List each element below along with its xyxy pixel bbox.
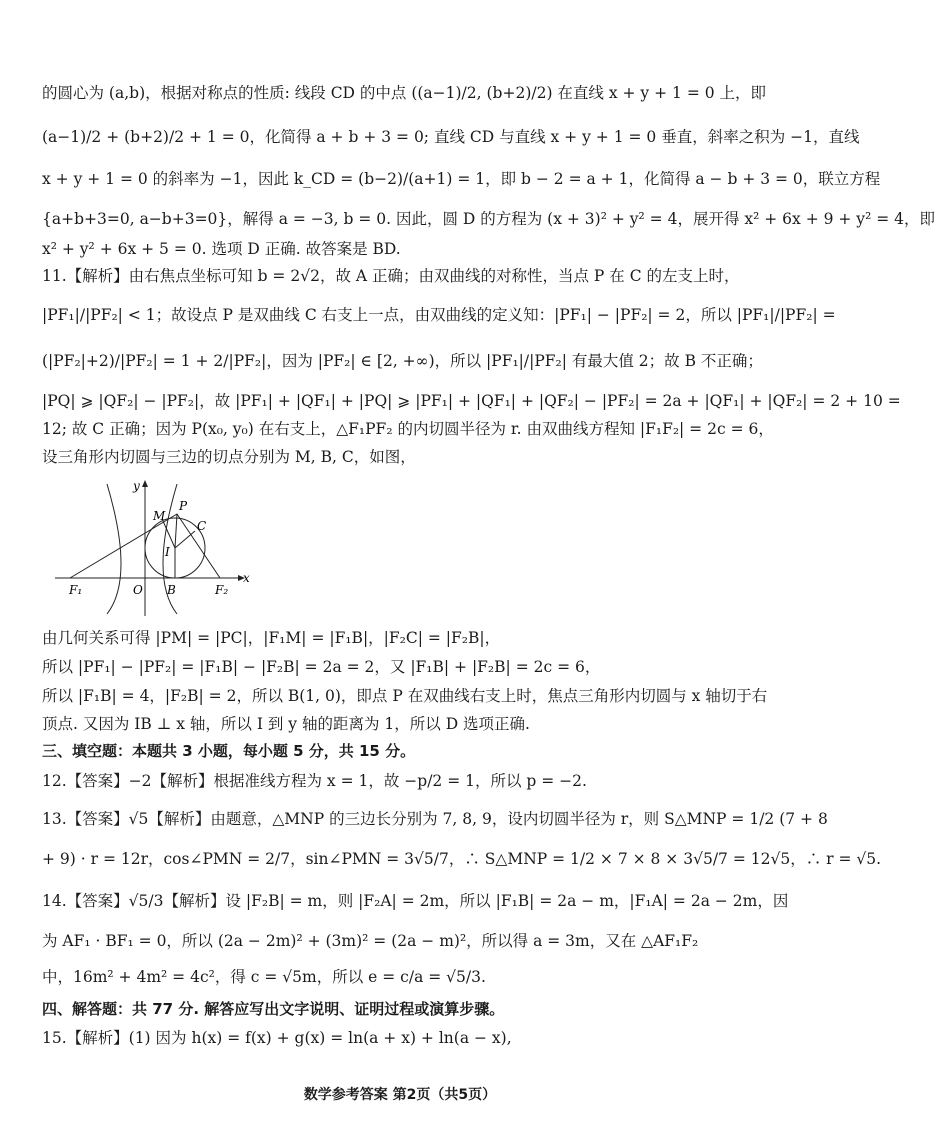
label-F1: F₁	[69, 583, 83, 597]
text-line: 15.【解析】(1) 因为 h(x) = f(x) + g(x) = ln(a + x) + ln(a − x),	[42, 1029, 512, 1047]
text-line: 12.【答案】−2【解析】根据准线方程为 x = 1，故 −p/2 = 1，所以 p = −2.	[42, 772, 587, 790]
text-line: 顶点. 又因为 IB ⊥ x 轴，所以 I 到 y 轴的距离为 1，所以 D 选项正确.	[42, 715, 530, 733]
text-line: 所以 |PF₁| − |PF₂| = |F₁B| − |F₂B| = 2a = 2，又 |F₁B| + |F₂B| = 2c = 6，	[42, 658, 601, 676]
text-line: x² + y² + 6x + 5 = 0. 选项 D 正确. 故答案是 BD.	[42, 240, 401, 258]
text-line: 由几何关系可得 |PM| = |PC|，|F₁M| = |F₁B|，|F₂C| = |F₂B|，	[42, 629, 501, 647]
text-line: 中，16m² + 4m² = 4c²，得 c = √5m，所以 e = c/a = √5/3.	[42, 968, 486, 986]
text-line: 12; 故 C 正确；因为 P(x₀, y₀) 在右支上，△F₁PF₂ 的内切圆半径为 r. 由双曲线方程知 |F₁F₂| = 2c = 6，	[42, 420, 774, 438]
text-line: + 9) · r = 12r，cos∠PMN = 2/7，sin∠PMN = 3√5/7，∴ S△MNP = 1/2 × 7 × 8 × 3√5/7 = 12√5，∴ r = √5.	[42, 850, 882, 868]
label-B: B	[167, 583, 176, 597]
text-line: 为 AF₁ · BF₁ = 0，所以 (2a − 2m)² + (3m)² = (2a − m)²，所以得 a = 3m，又在 △AF₁F₂	[42, 932, 699, 950]
text-line: (a−1)/2 + (b+2)/2 + 1 = 0，化简得 a + b + 3 = 0; 直线 CD 与直线 x + y + 1 = 0 垂直，斜率之积为 −1，直线	[42, 128, 860, 146]
label-O: O	[133, 583, 143, 597]
label-I: I	[165, 545, 170, 559]
text-line: 设三角形内切圆与三边的切点分别为 M, B, C，如图，	[42, 448, 416, 466]
text-line: 的圆心为 (a,b)，根据对称点的性质: 线段 CD 的中点 ((a−1)/2, (b+2)/2) 在直线 x + y + 1 = 0 上，即	[42, 84, 767, 102]
label-y: y	[133, 479, 140, 493]
label-F2: F₂	[215, 583, 229, 597]
text-line: x + y + 1 = 0 的斜率为 −1，因此 k_CD = (b−2)/(a+1) = 1，即 b − 2 = a + 1，化简得 a − b + 3 = 0，联立方程	[42, 170, 881, 188]
text-line: {a+b+3=0, a−b+3=0}，解得 a = −3, b = 0. 因此，圆 D 的方程为 (x + 3)² + y² = 4，展开得 x² + 6x + 9 + y² = 4，即	[42, 210, 935, 228]
hyperbola-incircle-figure	[55, 478, 265, 618]
section-heading: 三、填空题：本题共 3 小题，每小题 5 分，共 15 分。	[42, 742, 416, 760]
section-heading: 四、解答题：共 77 分. 解答应写出文字说明、证明过程或演算步骤。	[42, 1000, 505, 1018]
page-footer: 数学参考答案 第2页（共5页）	[303, 1087, 497, 1103]
label-x: x	[243, 571, 250, 585]
text-line: 11.【解析】由右焦点坐标可知 b = 2√2，故 A 正确；由双曲线的对称性，当点 P 在 C 的左支上时，	[42, 267, 740, 285]
label-P: P	[179, 499, 188, 513]
text-line: |PF₁|/|PF₂| < 1；故设点 P 是双曲线 C 右支上一点，由双曲线的定义知：|PF₁| − |PF₂| = 2，所以 |PF₁|/|PF₂| =	[42, 306, 836, 324]
label-C: C	[197, 519, 207, 533]
label-M: M	[153, 509, 166, 523]
text-line: 所以 |F₁B| = 4，|F₂B| = 2，所以 B(1, 0)，即点 P 在双曲线右支上时，焦点三角形内切圆与 x 轴切于右	[42, 687, 768, 705]
text-line: 13.【答案】√5【解析】由题意，△MNP 的三边长分别为 7, 8, 9，设内切圆半径为 r，则 S△MNP = 1/2 (7 + 8	[42, 810, 828, 828]
text-line: (|PF₂|+2)/|PF₂| = 1 + 2/|PF₂|，因为 |PF₂| ∈ [2, +∞)，所以 |PF₁|/|PF₂| 有最大值 2；故 B 不正确；	[42, 352, 763, 370]
text-line: |PQ| ⩾ |QF₂| − |PF₂|，故 |PF₁| + |QF₁| + |PQ| ⩾ |PF₁| + |QF₁| + |QF₂| − |PF₂| = 2a + |QF₁| + |QF₂| = 2 + 10 =	[42, 392, 901, 410]
text-line: 14.【答案】√5/3【解析】设 |F₂B| = m，则 |F₂A| = 2m，所以 |F₁B| = 2a − m，|F₁A| = 2a − 2m，因	[42, 892, 789, 910]
